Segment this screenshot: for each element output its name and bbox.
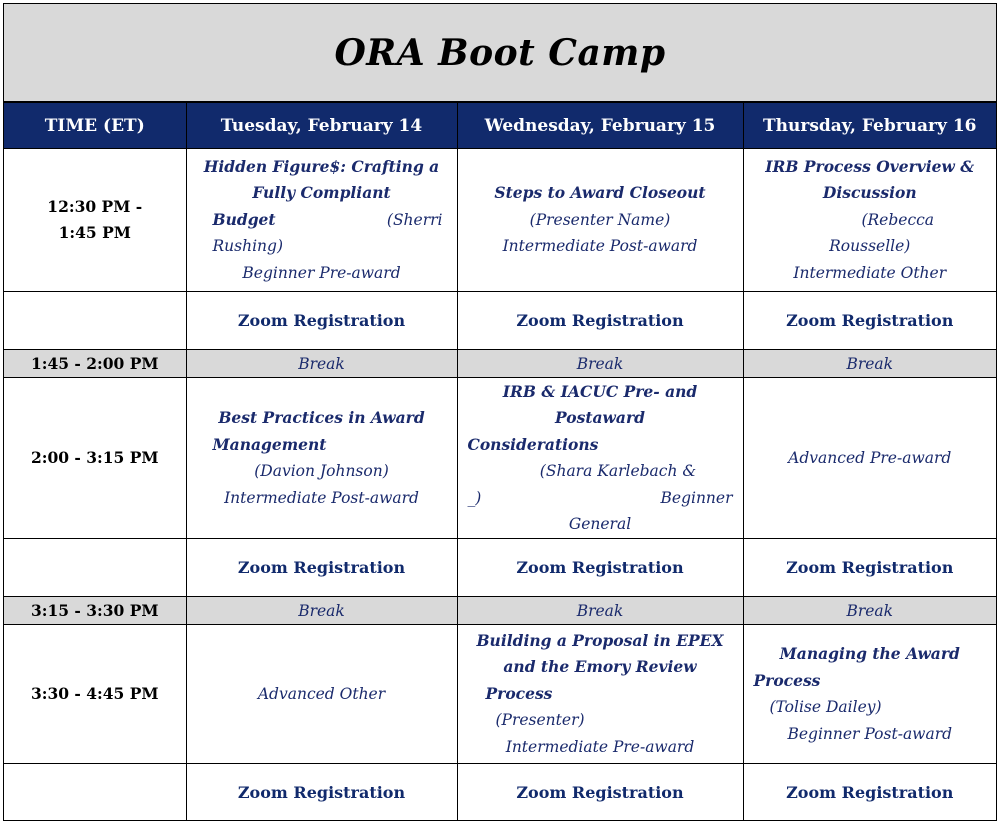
break-label: Break [846,602,894,620]
break-row [4,597,996,625]
session-title: Hidden Figure$: Crafting a [203,156,440,176]
session-cell [457,625,743,764]
session-row [4,378,996,539]
zoom-registration-link[interactable]: Zoom Registration [516,558,684,577]
header-day-tuesday: Tuesday, February 14 [186,103,457,149]
session-title: Process [485,683,553,703]
session-level: Beginner Post-award [787,724,953,743]
session-presenter: (Davion Johnson) [254,462,389,480]
zoom-registration-link[interactable]: Zoom Registration [237,782,406,802]
schedule-table [4,102,996,821]
session-cell [743,625,996,764]
session-presenter: Rousselle) [829,237,911,256]
session-title: IRB & IACUC Pre- and [502,381,698,401]
empty-time-cell [4,292,186,350]
time-cell: 3:15 - 3:30 PM [4,597,186,625]
page-title: ORA Boot Camp [334,31,666,74]
session-cell [186,625,457,764]
session-row [4,625,996,764]
header-time: TIME (ET) [4,103,186,149]
break-row [4,350,996,378]
session-title: Steps to Award Closeout [494,183,706,203]
zoom-registration-link[interactable]: Zoom Registration [237,558,406,577]
session-title: Building a Proposal in EPEX [476,630,724,650]
break-label: Break [576,355,624,373]
session-title: Fully Compliant [252,183,391,203]
session-level: General [568,515,632,533]
time-cell: 1:45 - 2:00 PM [4,350,186,378]
session-title: Discussion [822,183,917,203]
session-presenter: (Presenter Name) [529,210,671,229]
session-level: Advanced Pre-award [788,448,952,467]
zoom-registration-link[interactable]: Zoom Registration [786,558,954,577]
session-level: Intermediate Post-award [502,237,698,256]
session-cell [743,149,996,292]
zoom-registration-link[interactable]: Zoom Registration [237,311,406,330]
title-bar [4,4,996,102]
session-title: Managing the Award [779,644,960,663]
session-level: Intermediate Pre-award [505,737,695,756]
session-title: Process [753,670,821,690]
session-cell [457,378,743,539]
zoom-registration-link[interactable]: Zoom Registration [516,782,684,802]
empty-time-cell [4,764,186,821]
header-day-wednesday: Wednesday, February 15 [457,103,743,149]
session-title: and the Emory Review [503,657,697,677]
session-level: Intermediate Other [793,263,947,282]
schedule-document [3,3,997,821]
session-presenter: (Tolise Dailey) [769,698,882,716]
time-cell [4,149,186,292]
session-title: Postaward [555,408,645,427]
session-presenter: (Rebecca [861,210,935,229]
session-title: IRB Process Overview & [765,156,975,176]
header-row [4,103,996,149]
zoom-registration-link[interactable]: Zoom Registration [786,782,954,802]
zoom-row [4,539,996,597]
zoom-row [4,292,996,350]
session-cell [743,378,996,539]
session-presenter: Rushing) [212,237,283,256]
time-cell: 2:00 - 3:15 PM [4,378,186,539]
time-cell: 3:30 - 4:45 PM [4,625,186,764]
session-title: Best Practices in Award [218,408,425,427]
session-level: Advanced Other [257,684,386,703]
empty-time-cell [4,539,186,597]
session-presenter: (Shara Karlebach & [539,462,697,480]
session-title: Considerations [467,434,599,454]
header-day-thursday: Thursday, February 16 [743,103,996,149]
session-cell [186,149,457,292]
session-title: Budget [212,209,276,229]
break-label: Break [298,355,345,373]
session-cell [186,378,457,539]
zoom-registration-link[interactable]: Zoom Registration [786,311,954,330]
zoom-row [4,764,996,821]
session-presenter: (Sherri [386,210,443,229]
session-presenter: (Presenter) [495,711,585,730]
break-label: Break [298,602,345,620]
session-level: Beginner [660,488,733,507]
session-title: Management [212,434,327,454]
session-presenter: _) [467,488,482,507]
time-label: 12:30 PM - 1:45 PM [47,197,143,242]
break-label: Break [576,602,624,620]
session-level: Intermediate Post-award [224,488,419,507]
break-label: Break [846,355,894,373]
session-row [4,149,996,292]
zoom-registration-link[interactable]: Zoom Registration [516,311,684,330]
session-level: Beginner Pre-award [242,263,401,282]
session-cell [457,149,743,292]
